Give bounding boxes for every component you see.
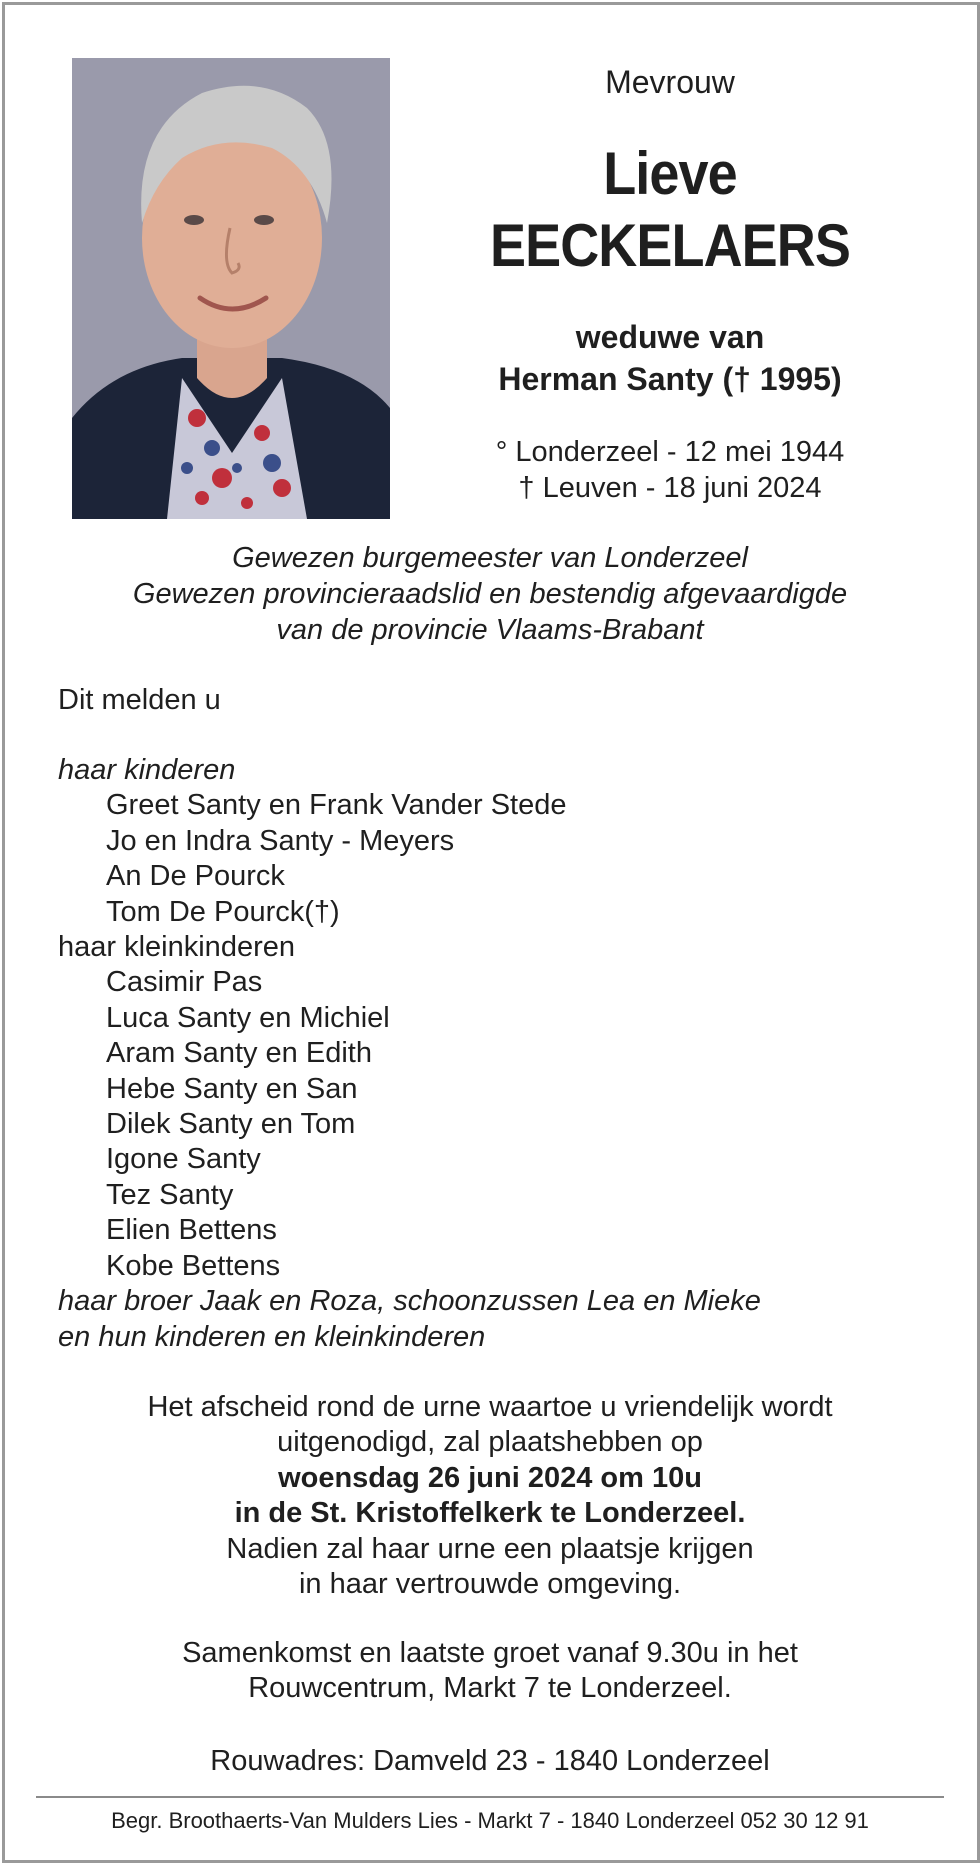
ceremony-line: uitgenodigd, zal plaatshebben op — [277, 1426, 703, 1459]
meeting-line: Rouwcentrum, Markt 7 te Londerzeel. — [248, 1672, 732, 1705]
life-dates — [430, 434, 910, 506]
meeting-info — [0, 1636, 980, 1707]
list-item: Hebe Santy en San — [106, 1072, 358, 1105]
salutation: Mevrouw — [605, 64, 735, 100]
widow-line-1: weduwe van — [575, 319, 765, 355]
ceremony-place: in de St. Kristoffelkerk te Londerzeel. — [234, 1497, 746, 1530]
family-list — [58, 753, 938, 1355]
list-item: Tez Santy — [106, 1178, 234, 1211]
grandchildren-label: haar kleinkinderen — [58, 931, 295, 964]
list-item: An De Pourck — [106, 860, 285, 893]
ceremony-line: Het afscheid rond de urne waartoe u vriendelijk wordt — [147, 1391, 833, 1423]
birth-date: ° Londerzeel - 12 mei 1944 — [495, 436, 845, 468]
mourning-address: Rouwadres: Damveld 23 - 1840 Londerzeel — [210, 1745, 770, 1777]
title-line: Gewezen provincieraadslid en bestendig afgevaardigde — [132, 578, 848, 610]
relatives-line: haar broer Jaak en Roza, schoonzussen Lea en Mieke — [58, 1285, 761, 1318]
list-item: Igone Santy — [106, 1143, 261, 1176]
portrait-photo — [72, 58, 390, 519]
honorary-titles — [0, 540, 980, 648]
ceremony-date: woensdag 26 juni 2024 om 10u — [278, 1461, 702, 1494]
funeral-home-footer: Begr. Broothaerts-Van Mulders Lies - Markt 7 - 1840 Londerzeel 052 30 12 91 — [111, 1808, 869, 1833]
list-item: Aram Santy en Edith — [106, 1037, 372, 1070]
ceremony-line: Nadien zal haar urne een plaatsje krijgen — [226, 1532, 754, 1565]
list-item: Greet Santy en Frank Vander Stede — [106, 789, 567, 822]
list-item: Tom De Pourck(†) — [106, 895, 340, 928]
announcement-intro: Dit melden u — [58, 684, 221, 716]
list-item: Luca Santy en Michiel — [106, 1001, 390, 1034]
widow-of — [430, 316, 910, 400]
last-name: EECKELAERS — [489, 212, 851, 279]
deceased-name — [454, 138, 886, 282]
death-date: † Leuven - 18 juni 2024 — [518, 472, 822, 504]
list-item: Casimir Pas — [106, 966, 263, 999]
list-item: Elien Bettens — [106, 1214, 277, 1247]
footer-divider — [36, 1796, 944, 1798]
list-item: Kobe Bettens — [106, 1249, 281, 1282]
first-name: Lieve — [603, 140, 737, 207]
ceremony-line: in haar vertrouwde omgeving. — [298, 1568, 682, 1601]
list-item: Dilek Santy en Tom — [106, 1108, 356, 1141]
ceremony-info — [0, 1390, 980, 1602]
children-label: haar kinderen — [58, 754, 236, 786]
title-line: Gewezen burgemeester van Londerzeel — [232, 542, 748, 574]
relatives-line: en hun kinderen en kleinkinderen — [58, 1320, 486, 1353]
list-item: Jo en Indra Santy - Meyers — [106, 824, 455, 857]
widow-line-2: Herman Santy († 1995) — [498, 361, 842, 397]
title-line: van de provincie Vlaams-Brabant — [276, 614, 704, 646]
meeting-line: Samenkomst en laatste groet vanaf 9.30u in het — [182, 1637, 798, 1669]
